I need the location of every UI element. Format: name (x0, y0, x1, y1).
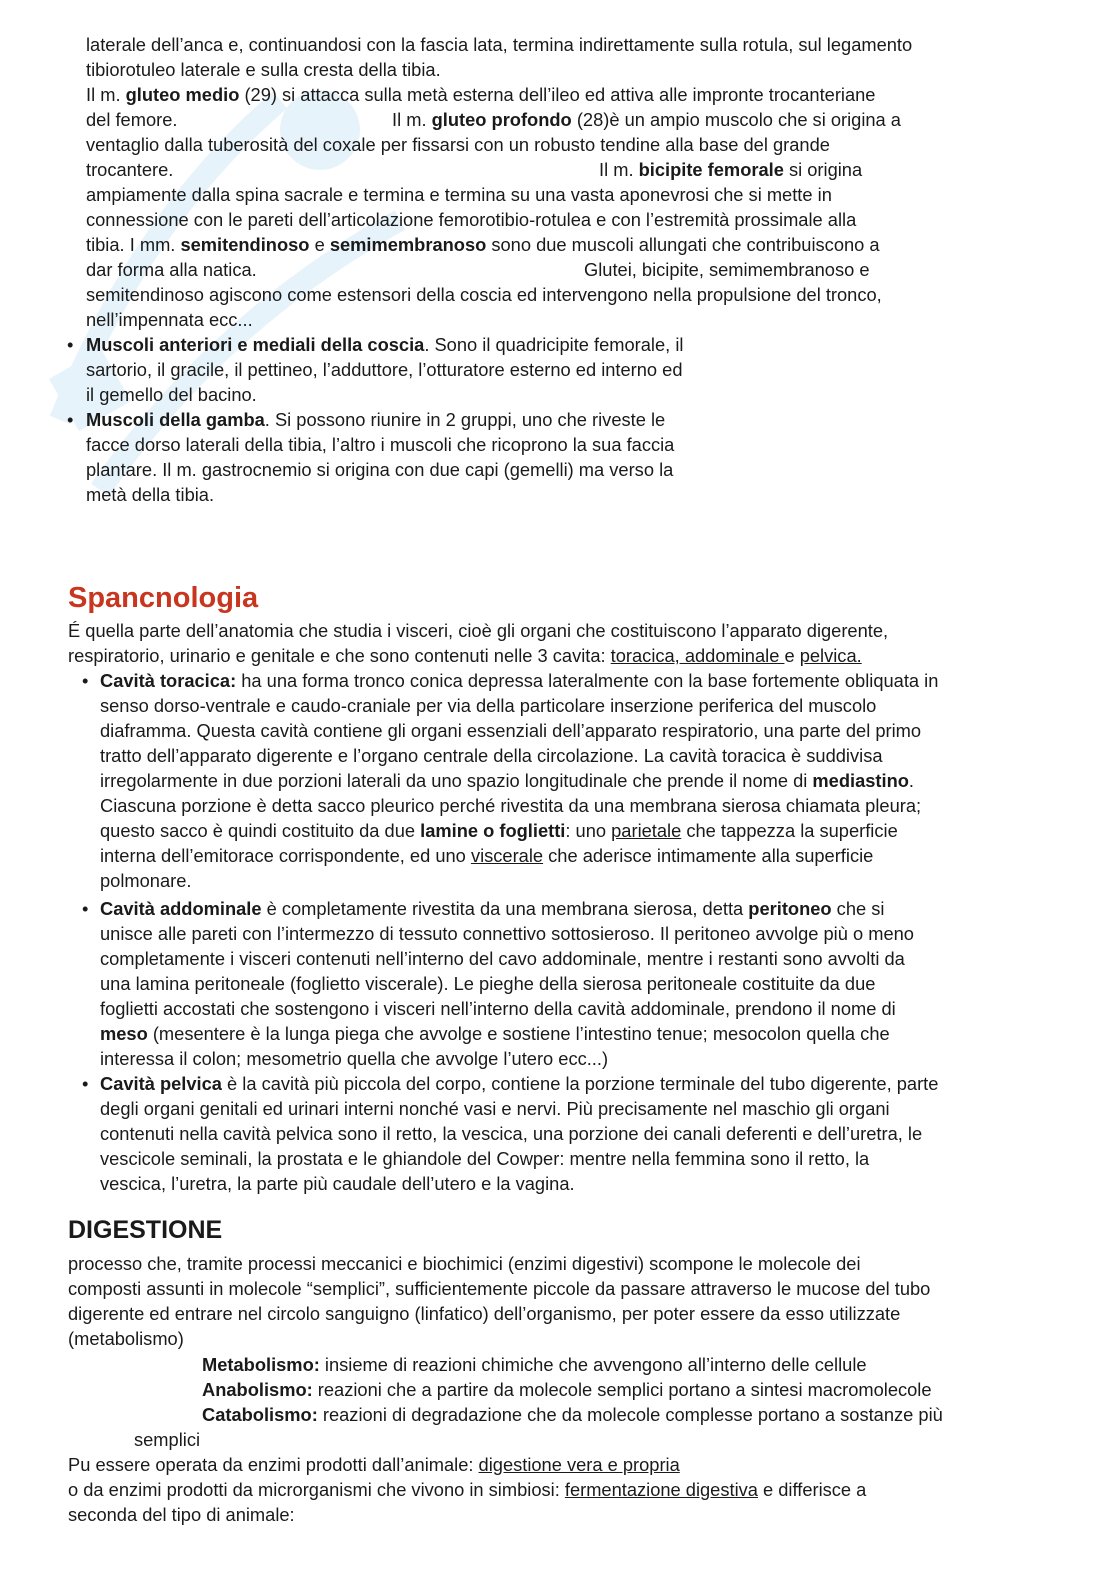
text-line: degli organi genitali ed urinari interni nonché vasi e nervi. Più precisamente nel maschio gli organi (100, 1098, 890, 1119)
text-line: Ciascuna porzione è detta sacco pleurico perché rivestita da una membrana sierosa chiamata pleura; (100, 795, 922, 816)
text-line: composti assunti in molecole “semplici”, sufficientemente piccole da passare attraverso le mucose del tubo (68, 1278, 931, 1299)
text-line: unisce alle pareti con l’intermezzo di tessuto connettivo sottosieroso. Il peritoneo avvolge più o meno (100, 923, 914, 944)
text-line: plantare. Il m. gastrocnemio si origina con due capi (gemelli) ma verso la (86, 459, 674, 480)
text-line: meso (mesentere è la lunga piega che avvolge e sostiene l’intestino tenue; mesocolon quella che (100, 1023, 890, 1044)
bullet-icon: • (82, 670, 89, 691)
text-line: vescica, l’uretra, la parte più caudale dell’utero e la vagina. (100, 1173, 575, 1194)
text-line: tibia. I mm. semitendinoso e semimembranoso sono due muscoli allungati che contribuiscono a (86, 234, 880, 255)
section-heading: Spancnologia (68, 582, 259, 614)
text-line: diaframma. Questa cavità contiene gli organi essenziali dell’apparato respiratorio, una parte del primo (100, 720, 922, 741)
text-line: ampiamente dalla spina sacrale e termina e termina su una vasta aponevrosi che si mette in (86, 184, 832, 205)
text-line: interna dell’emitorace corrispondente, ed uno viscerale che aderisce intimamente alla superficie (100, 845, 874, 866)
text-line: trocantere. (86, 159, 174, 180)
text-line: polmonare. (100, 870, 192, 891)
text-line: foglietti accostati che sostengono i visceri nell’interno della cavità addominale, prendono il nome di (100, 998, 896, 1019)
bullet-icon: • (82, 1073, 89, 1094)
bullet-icon: • (82, 898, 89, 919)
text-line: laterale dell’anca e, continuandosi con la fascia lata, termina indirettamente sulla rotula, sul legamento (86, 34, 913, 55)
text-line: nell’impennata ecc... (86, 309, 253, 330)
text-line: contenuti nella cavità pelvica sono il retto, la vescica, una porzione dei canali deferenti e dell’uretra, le (100, 1123, 923, 1144)
text-line: (metabolismo) (68, 1328, 184, 1349)
list-item: Muscoli della gamba. Si possono riunire in 2 gruppi, uno che riveste le (86, 409, 666, 430)
text-line: sartorio, il gracile, il pettineo, l’adduttore, l’otturatore esterno ed interno ed (86, 359, 683, 380)
text-line: Il m. gluteo profondo (28)è un ampio muscolo che si origina a (392, 109, 901, 130)
text-line: metà della tibia. (86, 484, 215, 505)
text-line: seconda del tipo di animale: (68, 1504, 295, 1525)
text-line: senso dorso-ventrale e caudo-craniale per via della particolare inserzione periferica del muscolo (100, 695, 877, 716)
text-line: processo che, tramite processi meccanici e biochimici (enzimi digestivi) scompone le molecole dei (68, 1253, 861, 1274)
text-line: dar forma alla natica. (86, 259, 257, 280)
text-line: il gemello del bacino. (86, 384, 257, 405)
definition-item: Metabolismo: insieme di reazioni chimiche che avvengono all’interno delle cellule (202, 1354, 867, 1375)
text-line: Il m. gluteo medio (29) si attacca sulla metà esterna dell’ileo ed attiva alle impronte trocanteriane (86, 84, 876, 105)
section-heading: DIGESTIONE (68, 1216, 223, 1244)
text-line: respiratorio, urinario e genitale e che sono contenuti nelle 3 cavita: toracica, addominale e pelvica. (68, 645, 862, 666)
text-line: tibiorotuleo laterale e sulla cresta della tibia. (86, 59, 441, 80)
text-line: semitendinoso agiscono come estensori della coscia ed intervengono nella propulsione del tronco, (86, 284, 882, 305)
text-line: connessione con le pareti dell’articolazione femorotibio-rotulea e con l’estremità prossimale alla (86, 209, 857, 230)
text-line: tratto dell’apparato digerente e l’organo centrale della circolazione. La cavità toracica è suddivisa (100, 745, 883, 766)
text-line: interessa il colon; mesometrio quella che avvolge l’utero ecc...) (100, 1048, 609, 1069)
text-line: o da enzimi prodotti da microrganismi che vivono in simbiosi: fermentazione digestiva e differisce a (68, 1479, 867, 1500)
definition-item: Catabolismo: reazioni di degradazione che da molecole complesse portano a sostanze più (202, 1404, 943, 1425)
text-line: irregolarmente in due porzioni laterali da uno spazio longitudinale che prende il nome di mediastino. (100, 770, 915, 791)
text-line: digerente ed entrare nel circolo sanguigno (linfatico) dell’organismo, per poter essere da esso utilizzate (68, 1303, 901, 1324)
text-line: una lamina peritoneale (foglietto viscerale). Le pieghe della sierosa peritoneale costituite da due (100, 973, 876, 994)
text-line: questo sacco è quindi costituito da due lamine o foglietti: uno parietale che tappezza la superficie (100, 820, 898, 841)
text-line: completamente i visceri contenuti nell’interno del cavo addominale, mentre i restanti sono avvolti da (100, 948, 905, 969)
list-item: Muscoli anteriori e mediali della coscia. Sono il quadricipite femorale, il (86, 334, 684, 355)
bullet-icon: • (67, 409, 74, 430)
text-line: É quella parte dell’anatomia che studia i visceri, cioè gli organi che costituiscono l’apparato digerente, (68, 620, 889, 641)
list-item: Cavità pelvica è la cavità più piccola del corpo, contiene la porzione terminale del tubo digerente, parte (100, 1073, 939, 1094)
text-line: del femore. (86, 109, 178, 130)
text-line: Glutei, bicipite, semimembranoso e (584, 259, 870, 280)
list-item: Cavità toracica: ha una forma tronco conica depressa lateralmente con la base fortemente obliquata in (100, 670, 939, 691)
text-line: vescicole seminali, la prostata e le ghiandole del Cowper: mentre nella femmina sono il retto, la (100, 1148, 870, 1169)
list-item: Cavità addominale è completamente rivestita da una membrana sierosa, detta peritoneo che si (100, 898, 885, 919)
text-line: facce dorso laterali della tibia, l’altro i muscoli che ricoprono la sua faccia (86, 434, 675, 455)
definition-item: Anabolismo: reazioni che a partire da molecole semplici portano a sintesi macromolecole (202, 1379, 932, 1400)
text-line: ventaglio dalla tuberosità del coxale per fissarsi con un robusto tendine alla base del grande (86, 134, 830, 155)
bullet-icon: • (67, 334, 74, 355)
text-line: semplici (134, 1429, 201, 1450)
text-line: Pu essere operata da enzimi prodotti dall’animale: digestione vera e propria (68, 1454, 680, 1475)
text-line: Il m. bicipite femorale si origina (599, 159, 863, 180)
